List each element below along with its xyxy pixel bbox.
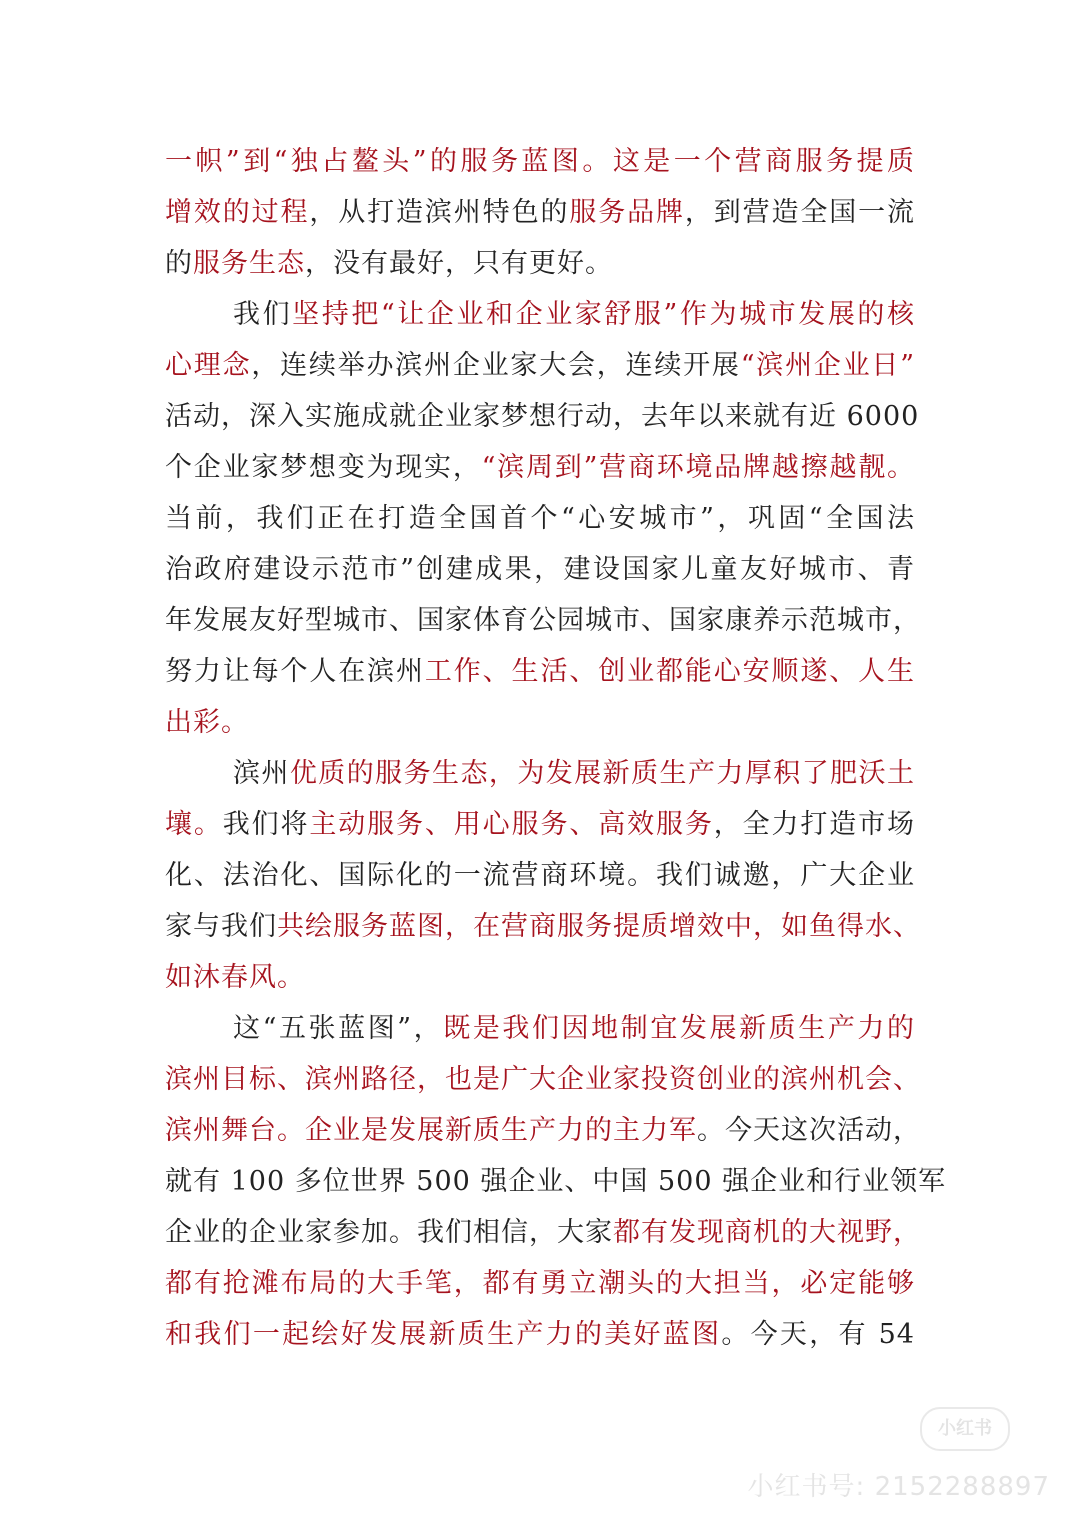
body-text: ，全力打造市场 [713,809,916,840]
body-text: 就有 100 多位世界 500 强企业、中国 500 强企业和行业领军 [165,1166,947,1197]
highlighted-text: 滨州舞台。企业是发展新质生产力的主力军 [165,1115,697,1146]
text-line [165,1003,915,1054]
text-line [165,595,921,646]
body-text: 个企业家梦想变为现实， [165,452,482,483]
text-line [165,1207,921,1258]
highlighted-text: 优质的服务生态，为发展新质生产力厚积了肥沃土 [289,758,916,789]
text-line [165,544,915,595]
text-line [165,646,915,697]
body-text: 滨州 [233,758,290,789]
body-text: ，没有最好，只有更好。 [305,248,613,279]
text-line [165,850,915,901]
text-line [165,289,915,340]
body-text: 我们将 [222,809,310,840]
body-text: 的 [165,248,193,279]
watermark-account: 小红书号: 2152288897 [747,1472,1050,1502]
highlighted-text: 都有抢滩布局的大手笔，都有勇立潮头的大担当，必定能够 [165,1268,915,1299]
highlighted-text: 心理念 [165,350,252,381]
highlighted-text: “滨州企业日” [740,350,916,381]
text-line [165,901,921,952]
document-body [165,136,947,1360]
body-text: 活动，深入实施成就企业家梦想行动，去年以来就有近 6000 [165,401,920,432]
body-text: 我们 [233,299,293,330]
text-line [165,1054,921,1105]
body-text: 努力让每个人在滨州 [165,656,425,687]
highlighted-text: 如沐春风。 [165,962,305,993]
highlighted-text: 一帜”到“独占鳌头”的服务蓝图。这是一个营商服务提质 [165,146,915,177]
body-text: 化、法治化、国际化的一流营商环境。我们诚邀，广大企业 [165,860,915,891]
highlighted-text: 和我们一起绘好发展新质生产力的美好蓝图 [165,1319,722,1350]
text-line [165,1309,915,1360]
text-line [165,1156,947,1207]
body-text: 治政府建设示范市”创建成果，建设国家儿童友好城市、青 [165,554,915,585]
watermark [720,1407,1050,1507]
highlighted-text: 工作、生活、创业都能心安顺遂、人生 [424,656,916,687]
body-text: ，到营造全国一流 [684,197,916,228]
text-line [165,238,915,289]
highlighted-text: 主动服务、用心服务、高效服务 [309,809,714,840]
text-line [165,799,915,850]
highlighted-text: 增效的过程 [165,197,310,228]
text-line [165,340,915,391]
highlighted-text: 既是我们因地制宜发展新质生产力的 [443,1013,915,1044]
body-text: ，连续举办滨州企业家大会，连续开展 [251,350,741,381]
body-text: ，从打造滨州特色的 [309,197,570,228]
watermark-logo: 小红书 [920,1407,1010,1451]
text-line [165,442,915,493]
text-line [165,187,915,238]
body-text: 年发展友好型城市、国家体育公园城市、国家康养示范城市， [165,605,921,636]
highlighted-text: 服务生态 [193,248,305,279]
body-text: 家与我们 [165,911,277,942]
highlighted-text: 出彩。 [165,707,249,738]
body-text: 当前，我们正在打造全国首个“心安城市”，巩固“全国法 [165,503,915,534]
highlighted-text: “滨周到”营商环境品牌越擦越靓。 [481,452,916,483]
text-line [165,697,915,748]
text-line [165,748,915,799]
text-line [165,391,920,442]
body-text: 企业的企业家参加。我们相信，大家 [165,1217,613,1248]
text-line [165,136,915,187]
highlighted-text: 壤。 [165,809,223,840]
highlighted-text: 滨州目标、滨州路径，也是广大企业家投资创业的滨州机会、 [165,1064,921,1095]
text-line [165,493,915,544]
text-line [165,1258,915,1309]
text-line [165,952,915,1003]
body-text: 。今天这次活动， [697,1115,921,1146]
body-text: 。今天，有 54 [721,1319,915,1350]
highlighted-text: 服务品牌 [569,197,685,228]
body-text: 这“五张蓝图”， [233,1013,444,1044]
highlighted-text: 共绘服务蓝图，在营商服务提质增效中，如鱼得水、 [277,911,921,942]
text-line [165,1105,921,1156]
highlighted-text: 都有发现商机的大视野， [613,1217,921,1248]
highlighted-text: 坚持把“让企业和企业家舒服”作为城市发展的核 [292,299,916,330]
